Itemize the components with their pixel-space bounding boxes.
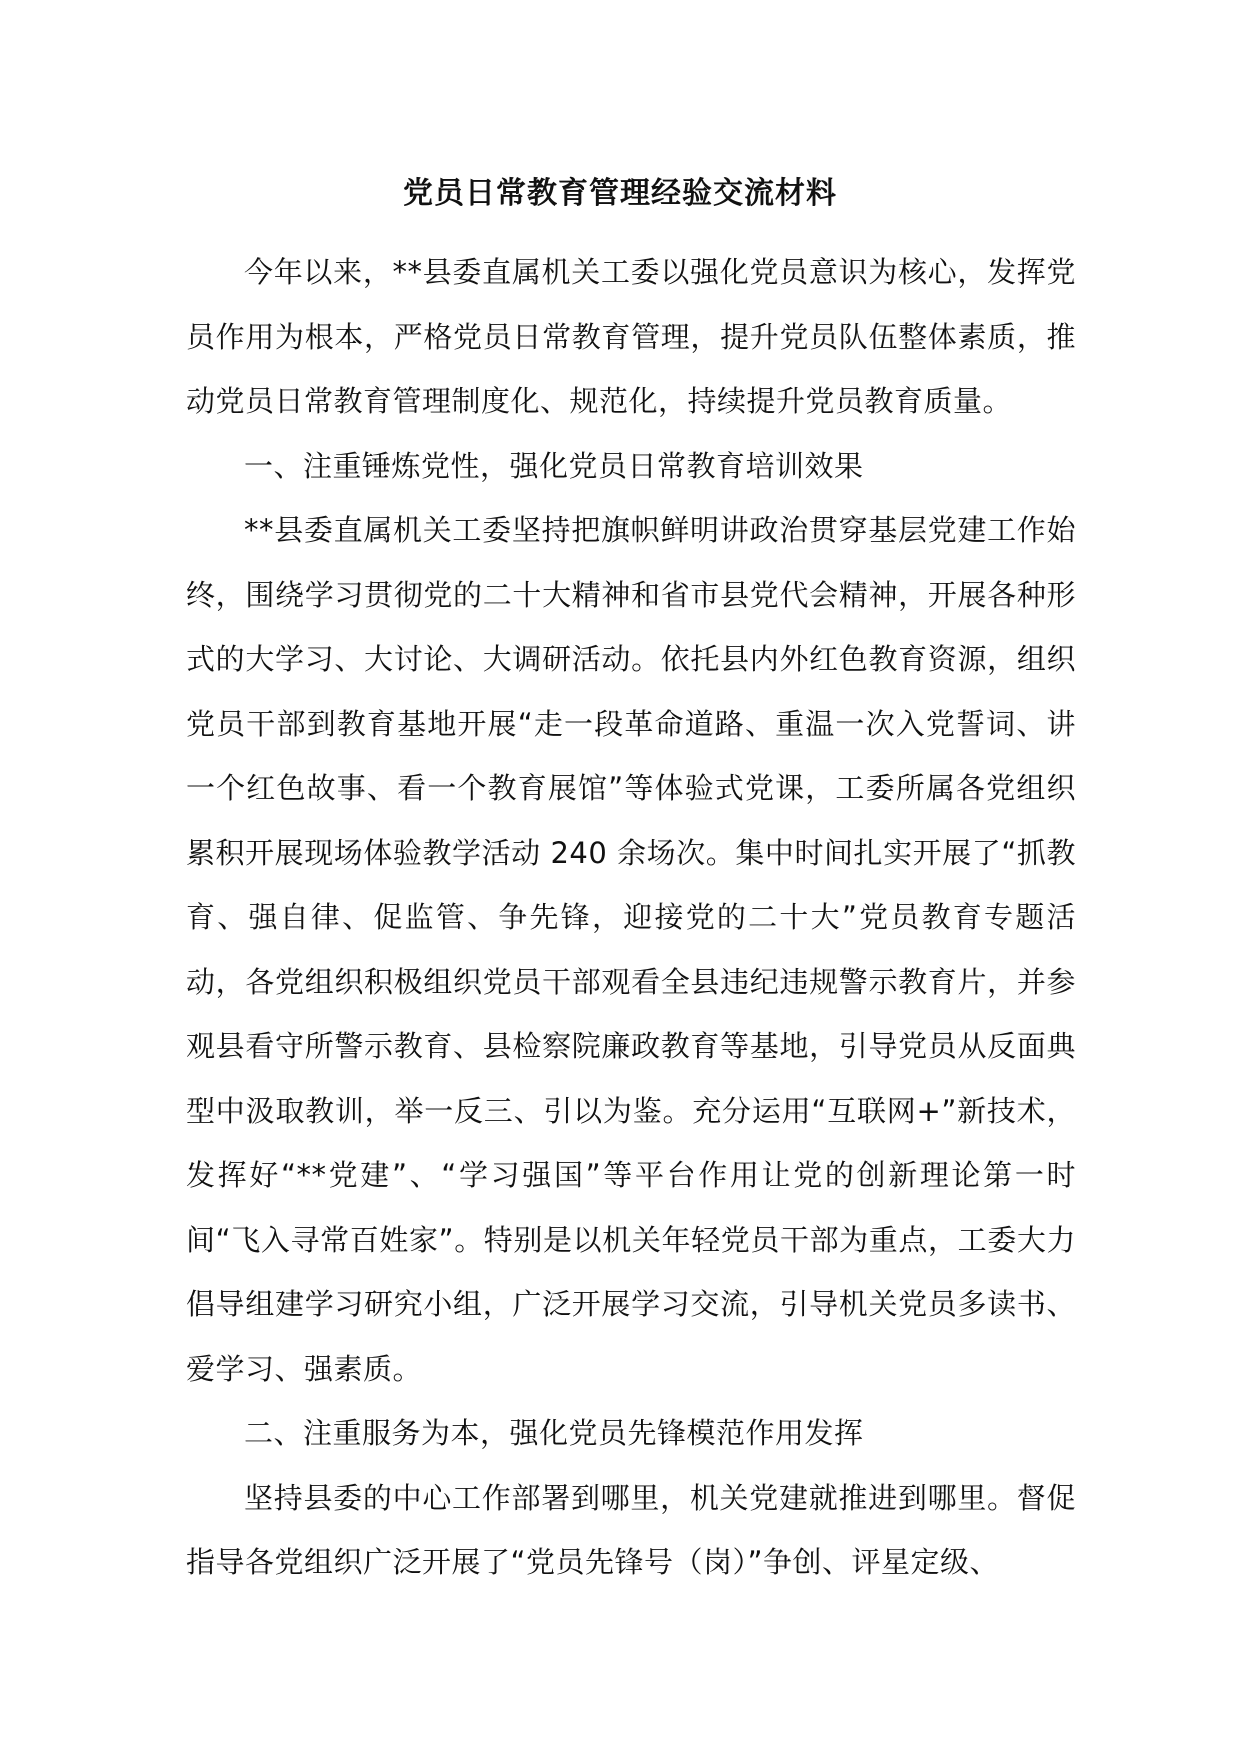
paragraph-intro: 今年以来，**县委直属机关工委以强化党员意识为核心，发挥党员作用为根本，严格党员日常教育管理，提升党员队伍整体素质，推动党员日常教育管理制度化、规范化，持续提升党员教育质量。 (186, 255, 1076, 418)
section-heading-2: 二、注重服务为本，强化党员先锋模范作用发挥 (244, 1416, 864, 1450)
section-heading-1: 一、注重锤炼党性，强化党员日常教育培训效果 (244, 448, 864, 483)
document-body (186, 240, 1076, 1595)
document-title: 党员日常教育管理经验交流材料 (403, 176, 837, 211)
paragraph-section-1: **县委直属机关工委坚持把旗帜鲜明讲政治贯穿基层党建工作始终，围绕学习贯彻党的二十大精神和省市县党代会精神，开展各种形式的大学习、大讨论、大调研活动。依托县内外红色教育资源，组织党员干部到教育基地开展“走一段革命道路、重温一次入党誓词、讲一个红色故事、看一个教育展馆”等体验式党课，工委所属各党组织累积开展现场体验教学活动 240 余场次。集中时间扎实开展了“抓教育、强自律、促监管、争先锋，迎接党的二十大”党员教育专题活动，各党组织积极组织党员干部观看全县违纪违规警示教育片，并参观县看守所警示教育、县检察院廉政教育等基地，引导党员从反面典型中汲取教训，举一反三、引以为鉴。充分运用“互联网+”新技术，发挥好“**党建”、“学习强国”等平台作用让党的创新理论第一时间“飞入寻常百姓家”。特别是以机关年轻党员干部为重点，工委大力倡导组建学习研究小组，广泛开展学习交流，引导机关党员多读书、爱学习、强素质。 (186, 513, 1076, 1386)
paragraph-section-2: 坚持县委的中心工作部署到哪里，机关党建就推进到哪里。督促指导各党组织广泛开展了“党员先锋号（岗）”争创、评星定级、 (186, 1480, 1076, 1579)
